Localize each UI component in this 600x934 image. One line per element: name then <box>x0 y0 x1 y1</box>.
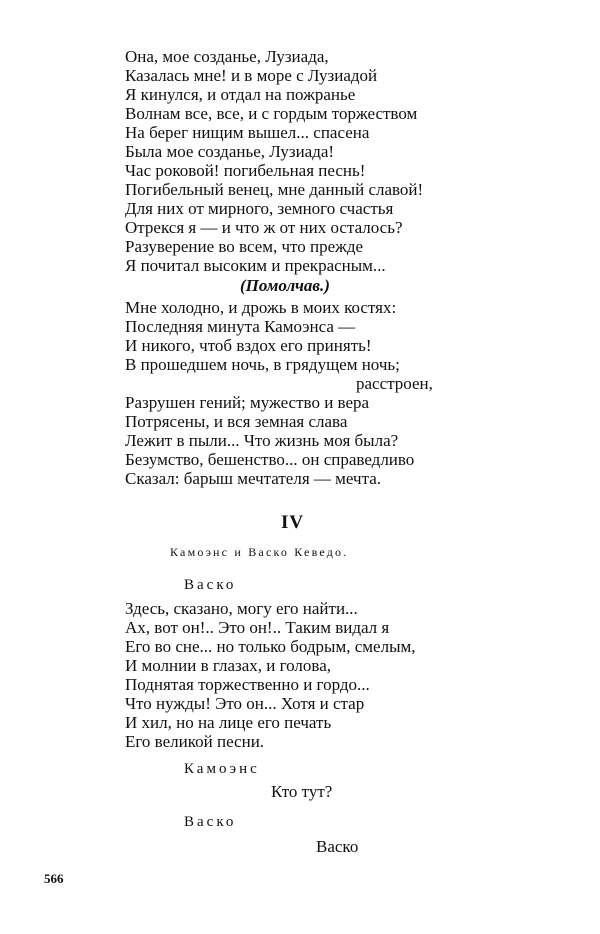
verse-line: Потрясены, и вся земная слава <box>125 412 348 431</box>
verse-line: Для них от мирного, земного счастья <box>125 199 394 218</box>
verse-line-continuation: расстроен, <box>356 374 433 393</box>
scene-characters: Камоэнс и Васко Кеведо. <box>170 545 349 559</box>
verse-line: Я почитал высоким и прекрасным... <box>125 256 386 275</box>
verse-line: И никого, чтоб вздох его принять! <box>125 336 372 355</box>
dialogue-line: Васко <box>316 837 359 856</box>
verse-line: Отрекся я — и что ж от них осталось? <box>125 218 403 237</box>
verse-line: Безумство, бешенство... он справедливо <box>125 450 415 469</box>
verse-line: Что нужды! Это он... Хотя и стар <box>125 694 365 713</box>
verse-line: Последняя минута Камоэнса — <box>125 317 356 336</box>
verse-line: Час роковой! погибельная песнь! <box>125 161 366 180</box>
verse-line: Его во сне... но только бодрым, смелым, <box>125 637 416 656</box>
verse-line: Поднятая торжественно и гордо... <box>125 675 370 694</box>
verse-line: Погибельный венец, мне данный славой! <box>125 180 424 199</box>
verse-line: И молнии в глазах, и голова, <box>125 656 332 675</box>
verse-line: Была мое созданье, Лузиада! <box>125 142 335 161</box>
verse-line: И хил, но на лице его печать <box>125 713 332 732</box>
verse-line: Здесь, сказано, могу его найти... <box>125 599 358 618</box>
verse-line: Она, мое созданье, Лузиада, <box>125 47 329 66</box>
verse-line: Я кинулся, и отдал на пожранье <box>125 85 356 104</box>
dialogue-line: Кто тут? <box>271 782 333 801</box>
stage-direction: (Помолчав.) <box>240 276 330 295</box>
verse-line: Его великой песни. <box>125 732 265 751</box>
speaker-name: Камоэнс <box>184 761 260 777</box>
verse-line: Лежит в пыли... Что жизнь моя была? <box>125 431 399 450</box>
verse-line: Волнам все, все, и с гордым торжеством <box>125 104 418 123</box>
speaker-name: Васко <box>184 814 237 830</box>
verse-line: Разуверение во всем, что прежде <box>125 237 364 256</box>
verse-line: Сказал: барыш мечтателя — мечта. <box>125 469 382 488</box>
verse-line: На берег нищим вышел... спасена <box>125 123 370 142</box>
verse-line: Казалась мне! и в море с Лузиадой <box>125 66 378 85</box>
verse-line: Ах, вот он!.. Это он!.. Таким видал я <box>125 618 390 637</box>
page-number: 566 <box>44 871 64 886</box>
scene-number: IV <box>281 512 305 533</box>
verse-line: В прошедшем ночь, в грядущем ночь; <box>125 355 400 374</box>
speaker-name: Васко <box>184 577 237 593</box>
verse-line: Мне холодно, и дрожь в моих костях: <box>125 298 397 317</box>
verse-line: Разрушен гений; мужество и вера <box>125 393 370 412</box>
